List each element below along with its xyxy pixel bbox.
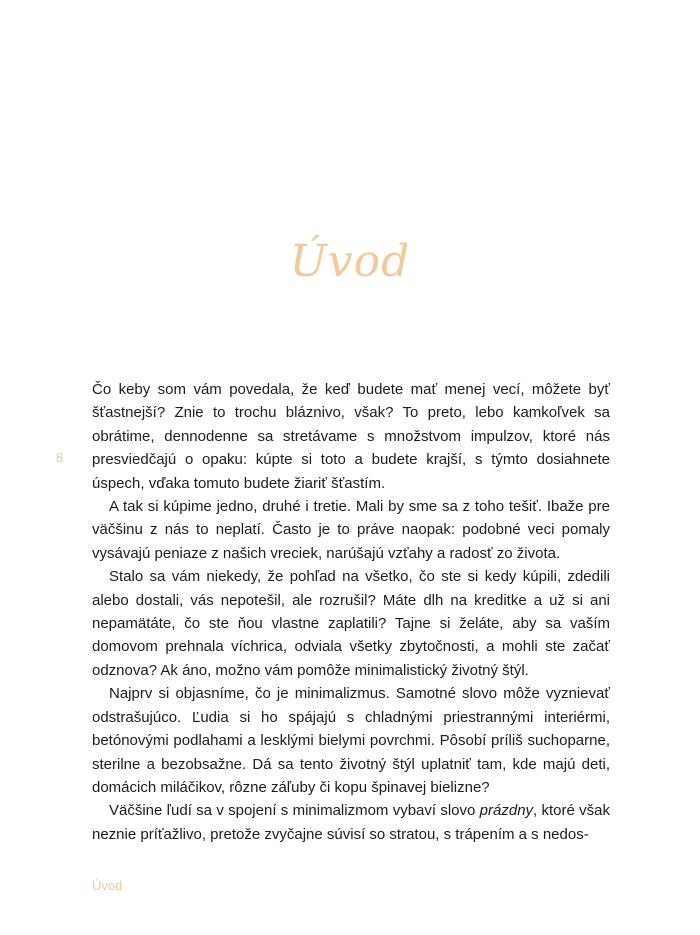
body-text bbox=[92, 378, 610, 846]
paragraph-4: Najprv si objasníme, čo je minimalizmus. Samotné slovo môže vyznievať odstrašujúco. Ľudia si ho spájajú s chladnými priestrannými interiérmi, betónovými podlahami a lesklými bielymi povrchmi. Pôsobí príliš suchoparne, sterilne a bezobsažne. Dá sa tento životný štýl uplatniť tam, kde majú deti, domácich miláčikov, rôzne záľuby či kopu špinavej bielizne? bbox=[92, 685, 610, 796]
paragraph-5 bbox=[92, 799, 610, 846]
running-footer: Úvod bbox=[92, 878, 123, 893]
paragraph-5-after: , ktoré však neznie príťažlivo, pretože zvyčajne súvisí so stratou, s trápením a s nedos- bbox=[92, 802, 610, 843]
page-number: 8 bbox=[56, 450, 64, 465]
chapter-title: Úvod bbox=[289, 236, 411, 287]
emphasized-word: prázdny bbox=[479, 802, 534, 820]
paragraph-2: A tak si kúpime jedno, druhé i tretie. Mali by sme sa z toho tešiť. Ibaže pre väčšinu z nás to neplatí. Často je to práve naopak: podobné veci pomaly vysávajú peniaze z našich vreciek, narúšajú vzťahy a radosť zo života. bbox=[92, 498, 610, 562]
paragraph-1: Čo keby som vám povedala, že keď budete mať menej vecí, môžete byť šťastnejší? Znie to trochu bláznivo, však? To preto, lebo kamkoľvek sa obrátime, dennodenne sa stretávame s množstvom impulzov, ktoré nás presviedčajú o opaku: kúpte si toto a budete krajší, s týmto dosiahnete úspech, vďaka tomuto budete žiariť šťastím. bbox=[92, 381, 610, 492]
paragraph-5-before: Väčšine ľudí sa v spojení s minimalizmom vybaví slovo bbox=[109, 802, 480, 820]
paragraph-3: Stalo sa vám niekedy, že pohľad na všetko, čo ste si kedy kúpili, zdedili alebo dostali, vás nepotešil, ale rozrušil? Máte dlh na kreditke a už si ani nepamätáte, čo ste ňou vlastne zaplatili? Tajne si želáte, aby sa vaším domovom prehnala víchrica, odviala všetky zbytočnosti, a mohli ste začať odznova? Ak áno, možno vám pomôže minimalistický životný štýl. bbox=[92, 568, 610, 679]
